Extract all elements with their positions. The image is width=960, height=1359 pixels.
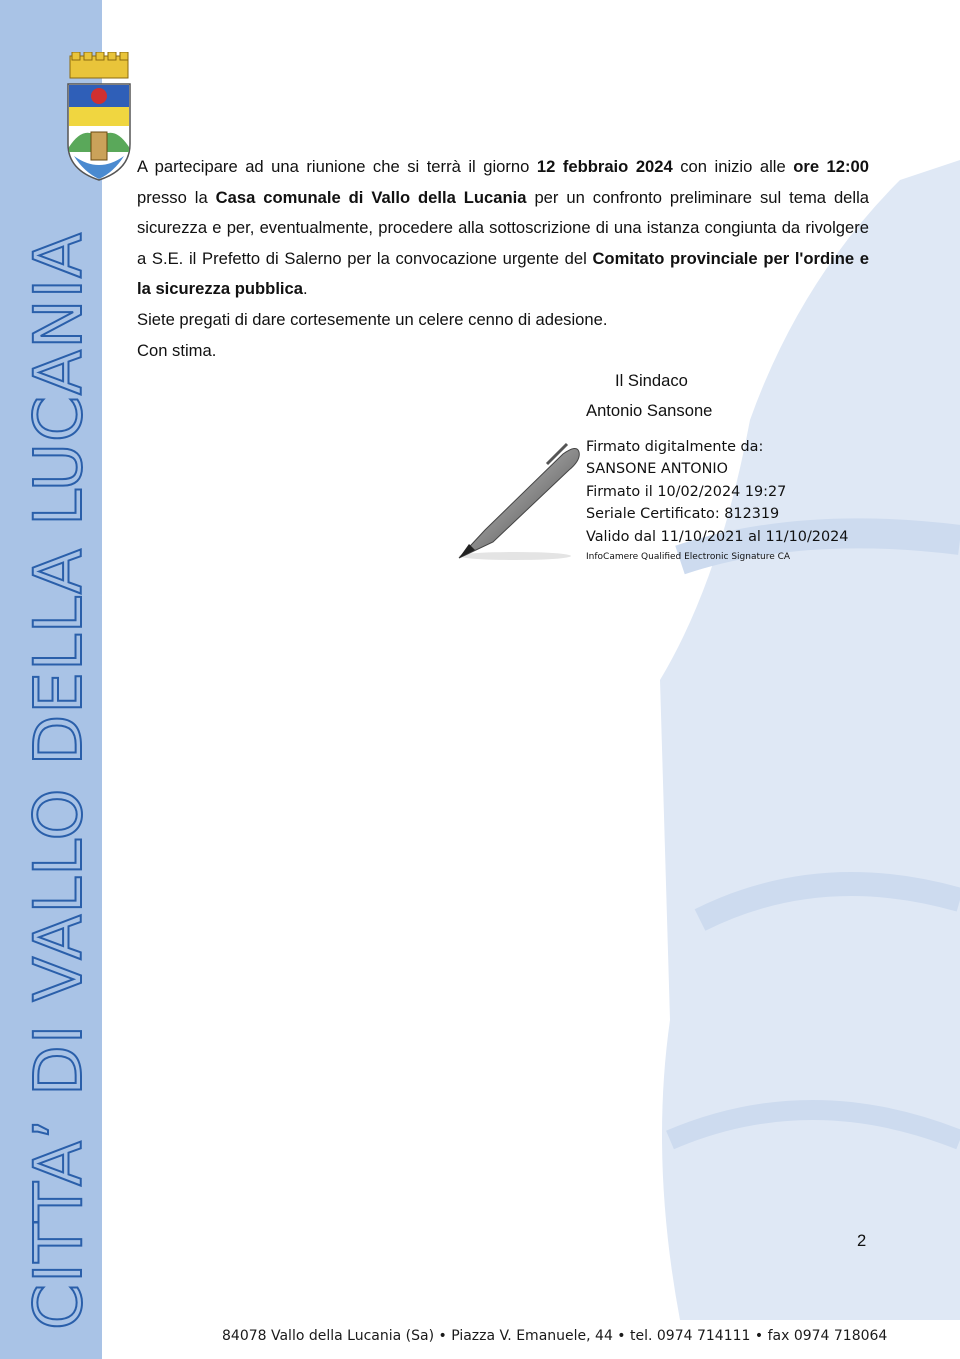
digital-signature-block: [586, 436, 848, 566]
digital-sig-validity: Valido dal 11/10/2021 al 11/10/2024: [586, 528, 849, 545]
digital-sig-ca: InfoCamere Qualified Electronic Signature CA: [586, 552, 791, 563]
digital-sig-serial: Seriale Certificato: 812319: [586, 506, 780, 523]
pen-icon: [455, 438, 585, 568]
digital-sig-signer: SANSONE ANTONIO: [586, 461, 728, 478]
page-number: 2: [857, 1231, 867, 1250]
paragraph-closing: Con stima.: [137, 340, 217, 360]
signature-name: Antonio Sansone: [586, 401, 713, 420]
signature-role: Il Sindaco: [615, 371, 688, 390]
letter-body: [137, 152, 869, 366]
digital-sig-label: Firmato digitalmente da:: [586, 439, 764, 455]
footer-address: 84078 Vallo della Lucania (Sa) • Piazza V. Emanuele, 44 • tel. 0974 714111 • fax 0974 718064: [222, 1328, 888, 1344]
paragraph-request: Siete pregati di dare cortesemente un celere cenno di adesione.: [137, 309, 608, 329]
city-title: CITTA’ DI VALLO DELLA LUCANIA: [20, 231, 97, 1330]
paragraph-meeting: A partecipare ad una riunione che si terrà il giorno 12 febbraio 2024 con inizio alle ore 12:00 presso la Casa comunale di Vallo della Lucania per un confronto preliminare sul tema della sicurezza e per, eventualmente, procedere alla sottoscrizione di una istanza congiunta da rivolgere a S.E. il Prefetto di Salerno per la convocazione urgente del Comitato provinciale per l'ordine e la sicurezza pubblica.: [137, 157, 869, 299]
coat-of-arms-icon: [64, 52, 134, 184]
digital-sig-date: Firmato il 10/02/2024 19:27: [586, 483, 787, 500]
